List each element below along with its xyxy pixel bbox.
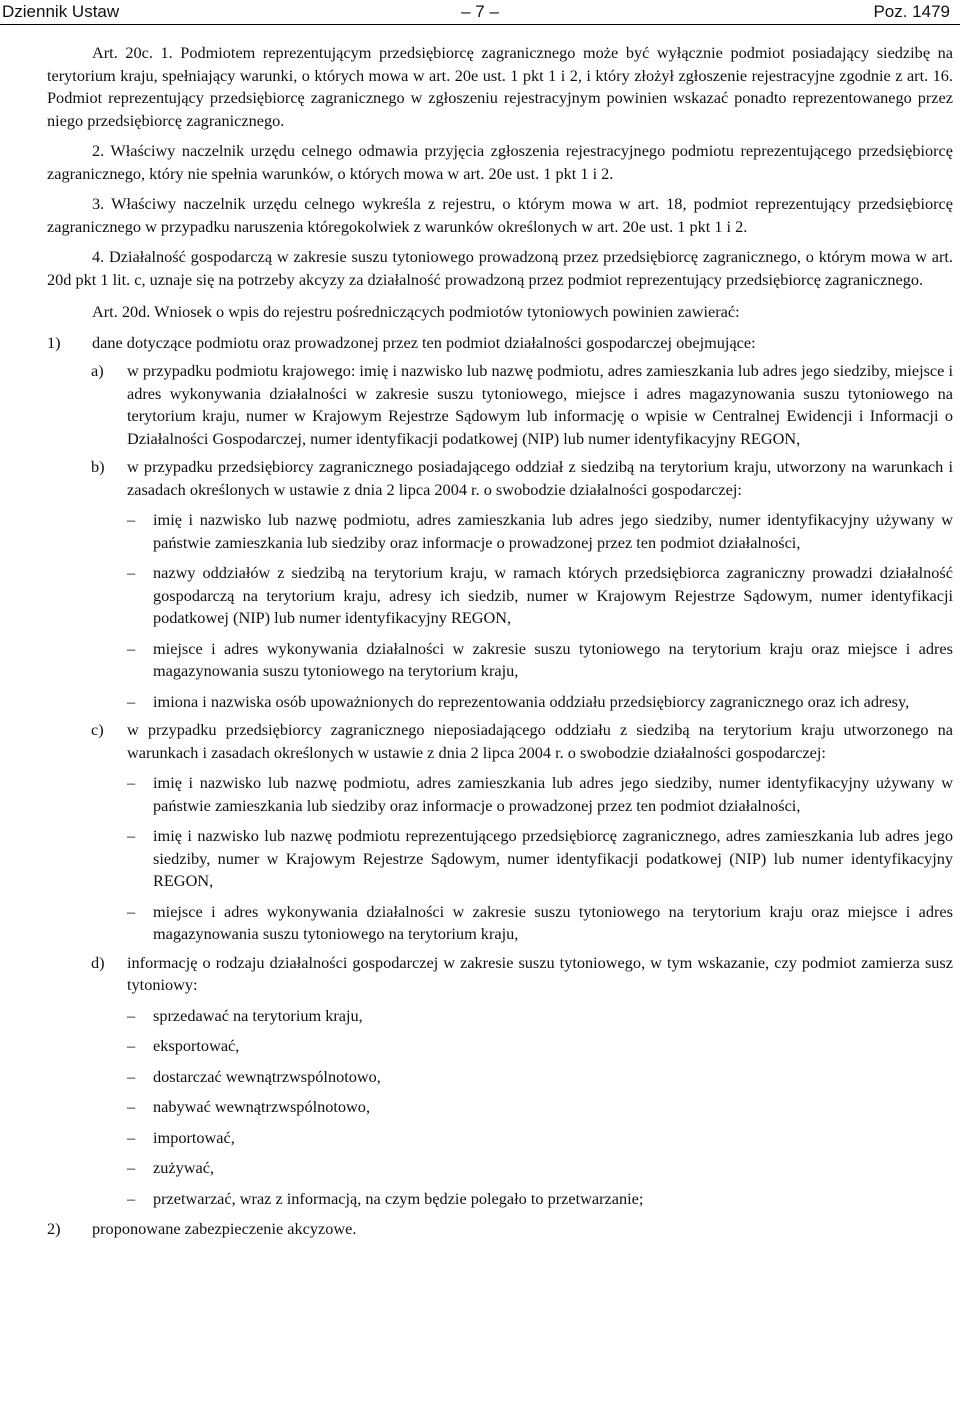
dash-bullet: – (127, 1005, 136, 1025)
list-item (47, 332, 953, 1211)
item-number: 2) (47, 1219, 61, 1238)
dash-item (127, 1096, 953, 1119)
dash-bullet: – (127, 901, 136, 921)
dash-item (127, 638, 953, 683)
dash-bullet: – (127, 563, 136, 582)
letter-text: w przypadku przedsiębiorcy zagranicznego posiadającego oddział z siedzibą na terytorium kraju, utworzony na warunkach i zasadach określonych w ustawie z dnia 2 lipca 2004 r. o swobodzie działalności gospodarczej: (127, 457, 953, 499)
dash-bullet: – (127, 638, 136, 658)
art-20c-paragraph-4: 4. Działalność gospodarczą w zakresie suszu tytoniowego prowadzoną przez przedsiębiorcę zagranicznego, o którym mowa w art. 20d pkt 1 lit. c, uznaje się na potrzeby akcyzy za działalność prowadzoną przez podmiot reprezentujący przedsiębiorcę zagranicznego. (47, 247, 953, 289)
letter-text: informację o rodzaju działalności gospodarczej w zakresie suszu tytoniowego, w tym wskazanie, czy podmiot zamierza susz tytoniowy: (127, 952, 953, 994)
letter-item (92, 360, 953, 450)
list-item (47, 1218, 953, 1241)
dash-text: miejsce i adres wykonywania działalności w zakresie suszu tytoniowego na terytorium kraju oraz miejsce i adres magazynowania suszu tytoniowego na terytorium kraju, (153, 901, 953, 943)
dash-item (127, 1127, 953, 1150)
dash-bullet: – (127, 691, 136, 711)
item-text: proponowane zabezpieczenie akcyzowe. (92, 1219, 357, 1238)
journal-title: Dziennik Ustaw (2, 2, 120, 21)
page-header (0, 0, 960, 25)
dash-text: sprzedawać na terytorium kraju, (153, 1005, 363, 1025)
letter-label: c) (91, 720, 104, 739)
dash-text: dostarczać wewnątrzwspólnotowo, (153, 1066, 381, 1086)
page-number: – 7 – (461, 2, 499, 21)
dash-text: imiona i nazwiska osób upoważnionych do reprezentowania oddziału przedsiębiorcy zagranicznego oraz ich adresy, (153, 691, 910, 711)
dash-item (127, 825, 953, 893)
letter-text: w przypadku podmiotu krajowego: imię i nazwisko lub nazwę podmiotu, adres zamieszkania lub adres jego siedziby, miejsce i adres wykonywania działalności w zakresie suszu tytoniowego, miejsce i adres magazynowania suszu tytoniowego na terytorium kraju, numer w Krajowym Rejestrze Sądowym lub informację o wpisie w Centralnej Ewidencji i Informacji o Działalności Gospodarczej, numer identyfikacji podatkowej (NIP) lub numer identyfikacyjny REGON, (127, 361, 953, 448)
art-20d-item-list (47, 332, 953, 1241)
dash-item (127, 691, 953, 714)
dash-bullet: – (127, 1158, 136, 1177)
dash-item (127, 772, 953, 817)
dash-text: imię i nazwisko lub nazwę podmiotu, adres zamieszkania lub adres jego siedziby, numer identyfikacyjny używany w państwie zamieszkania lub siedziby oraz informacje o prowadzonej przez ten podmiot działalności, (153, 773, 953, 815)
dash-text: nabywać wewnątrzwspólnotowo, (153, 1097, 371, 1116)
dash-item (127, 1188, 953, 1211)
letter-label: a) (91, 361, 104, 380)
dash-item (127, 1005, 953, 1028)
art-20d-intro: Art. 20d. Wniosek o wpis do rejestru pośredniczących podmiotów tytoniowych powinien zawierać: (92, 302, 740, 321)
dash-bullet: – (127, 1097, 136, 1116)
letter-label: d) (91, 952, 105, 972)
dash-item (127, 1035, 953, 1058)
dash-text: eksportować, (153, 1036, 240, 1055)
dash-item (127, 901, 953, 946)
dash-bullet: – (127, 773, 136, 792)
item-text: dane dotyczące podmiotu oraz prowadzonej przez ten podmiot działalności gospodarczej obejmujące: (92, 332, 756, 352)
dash-bullet: – (127, 826, 136, 845)
art-20c-paragraph-3: 3. Właściwy naczelnik urzędu celnego wykreśla z rejestru, o którym mowa w art. 18, podmiot reprezentujący przedsiębiorcę zagranicznego w przypadku naruszenia któregokolwiek z warunków określonych w art. 20e ust. 1 pkt 1 i 2. (47, 194, 953, 236)
dash-text: przetwarzać, wraz z informacją, na czym będzie polegało to przetwarzanie; (153, 1188, 644, 1208)
letter-label: b) (91, 457, 105, 476)
document-body (47, 42, 953, 1241)
dash-item (127, 509, 953, 554)
art-20c-paragraph-1: Art. 20c. 1. Podmiotem reprezentującym przedsiębiorcę zagranicznego może być wyłącznie podmiot posiadający siedzibę na terytorium kraju, spełniający warunki, o których mowa w art. 20e ust. 1 pkt 1 i 2, i który złożył zgłoszenie rejestracyjne zgodnie z art. 16. Podmiot reprezentujący przedsiębiorcę zagranicznego w zgłoszeniu rejestracyjnym powinien wskazać ponadto reprezentowanego przez niego przedsiębiorcę zagranicznego. (47, 43, 953, 130)
letter-item (92, 952, 953, 1211)
dash-text: miejsce i adres wykonywania działalności w zakresie suszu tytoniowego na terytorium kraju oraz miejsce i adres magazynowania suszu tytoniowego na terytorium kraju, (153, 638, 953, 680)
dash-bullet: – (127, 1127, 136, 1147)
dash-text: nazwy oddziałów z siedzibą na terytorium kraju, w ramach których przedsiębiorca zagraniczny prowadzi działalność gospodarczą na terytorium kraju, adresy ich siedzib, numer w Krajowym Rejestrze Sądowym, numer identyfikacji podatkowej (NIP) lub numer identyfikacyjny REGON, (153, 563, 953, 627)
dash-text: zużywać, (153, 1158, 215, 1177)
dash-item (127, 1066, 953, 1089)
dash-bullet: – (127, 1036, 136, 1055)
art-20c-paragraph-2: 2. Właściwy naczelnik urzędu celnego odmawia przyjęcia zgłoszenia rejestracyjnego podmiotu reprezentującego przedsiębiorcę zagranicznego, który nie spełnia warunków, o których mowa w art. 20e ust. 1 pkt 1 i 2. (47, 141, 953, 183)
position-number: Poz. 1479 (873, 2, 950, 21)
dash-text: imię i nazwisko lub nazwę podmiotu reprezentującego przedsiębiorcę zagranicznego, adres zamieszkania lub adres jego siedziby, numer w Krajowym Rejestrze Sądowym, numer identyfikacji podatkowej (NIP) lub numer identyfikacyjny REGON, (153, 826, 953, 890)
dash-item (127, 1157, 953, 1180)
letter-item (92, 456, 953, 713)
letter-text: w przypadku przedsiębiorcy zagranicznego nieposiadającego oddziału z siedzibą na terytorium kraju utworzonego na warunkach i zasadach określonych w ustawie z dnia 2 lipca 2004 r. o swobodzie działalności gospodarczej: (127, 720, 953, 762)
item-number: 1) (47, 332, 61, 352)
dash-item (127, 562, 953, 630)
dash-bullet: – (127, 1188, 136, 1208)
dash-bullet: – (127, 1066, 136, 1086)
dash-bullet: – (127, 510, 136, 529)
letter-item (92, 719, 953, 946)
dash-text: imię i nazwisko lub nazwę podmiotu, adres zamieszkania lub adres jego siedziby, numer identyfikacyjny używany w państwie zamieszkania lub siedziby oraz informacje o prowadzonej przez ten podmiot działalności, (153, 510, 953, 552)
dash-text: importować, (153, 1127, 235, 1147)
